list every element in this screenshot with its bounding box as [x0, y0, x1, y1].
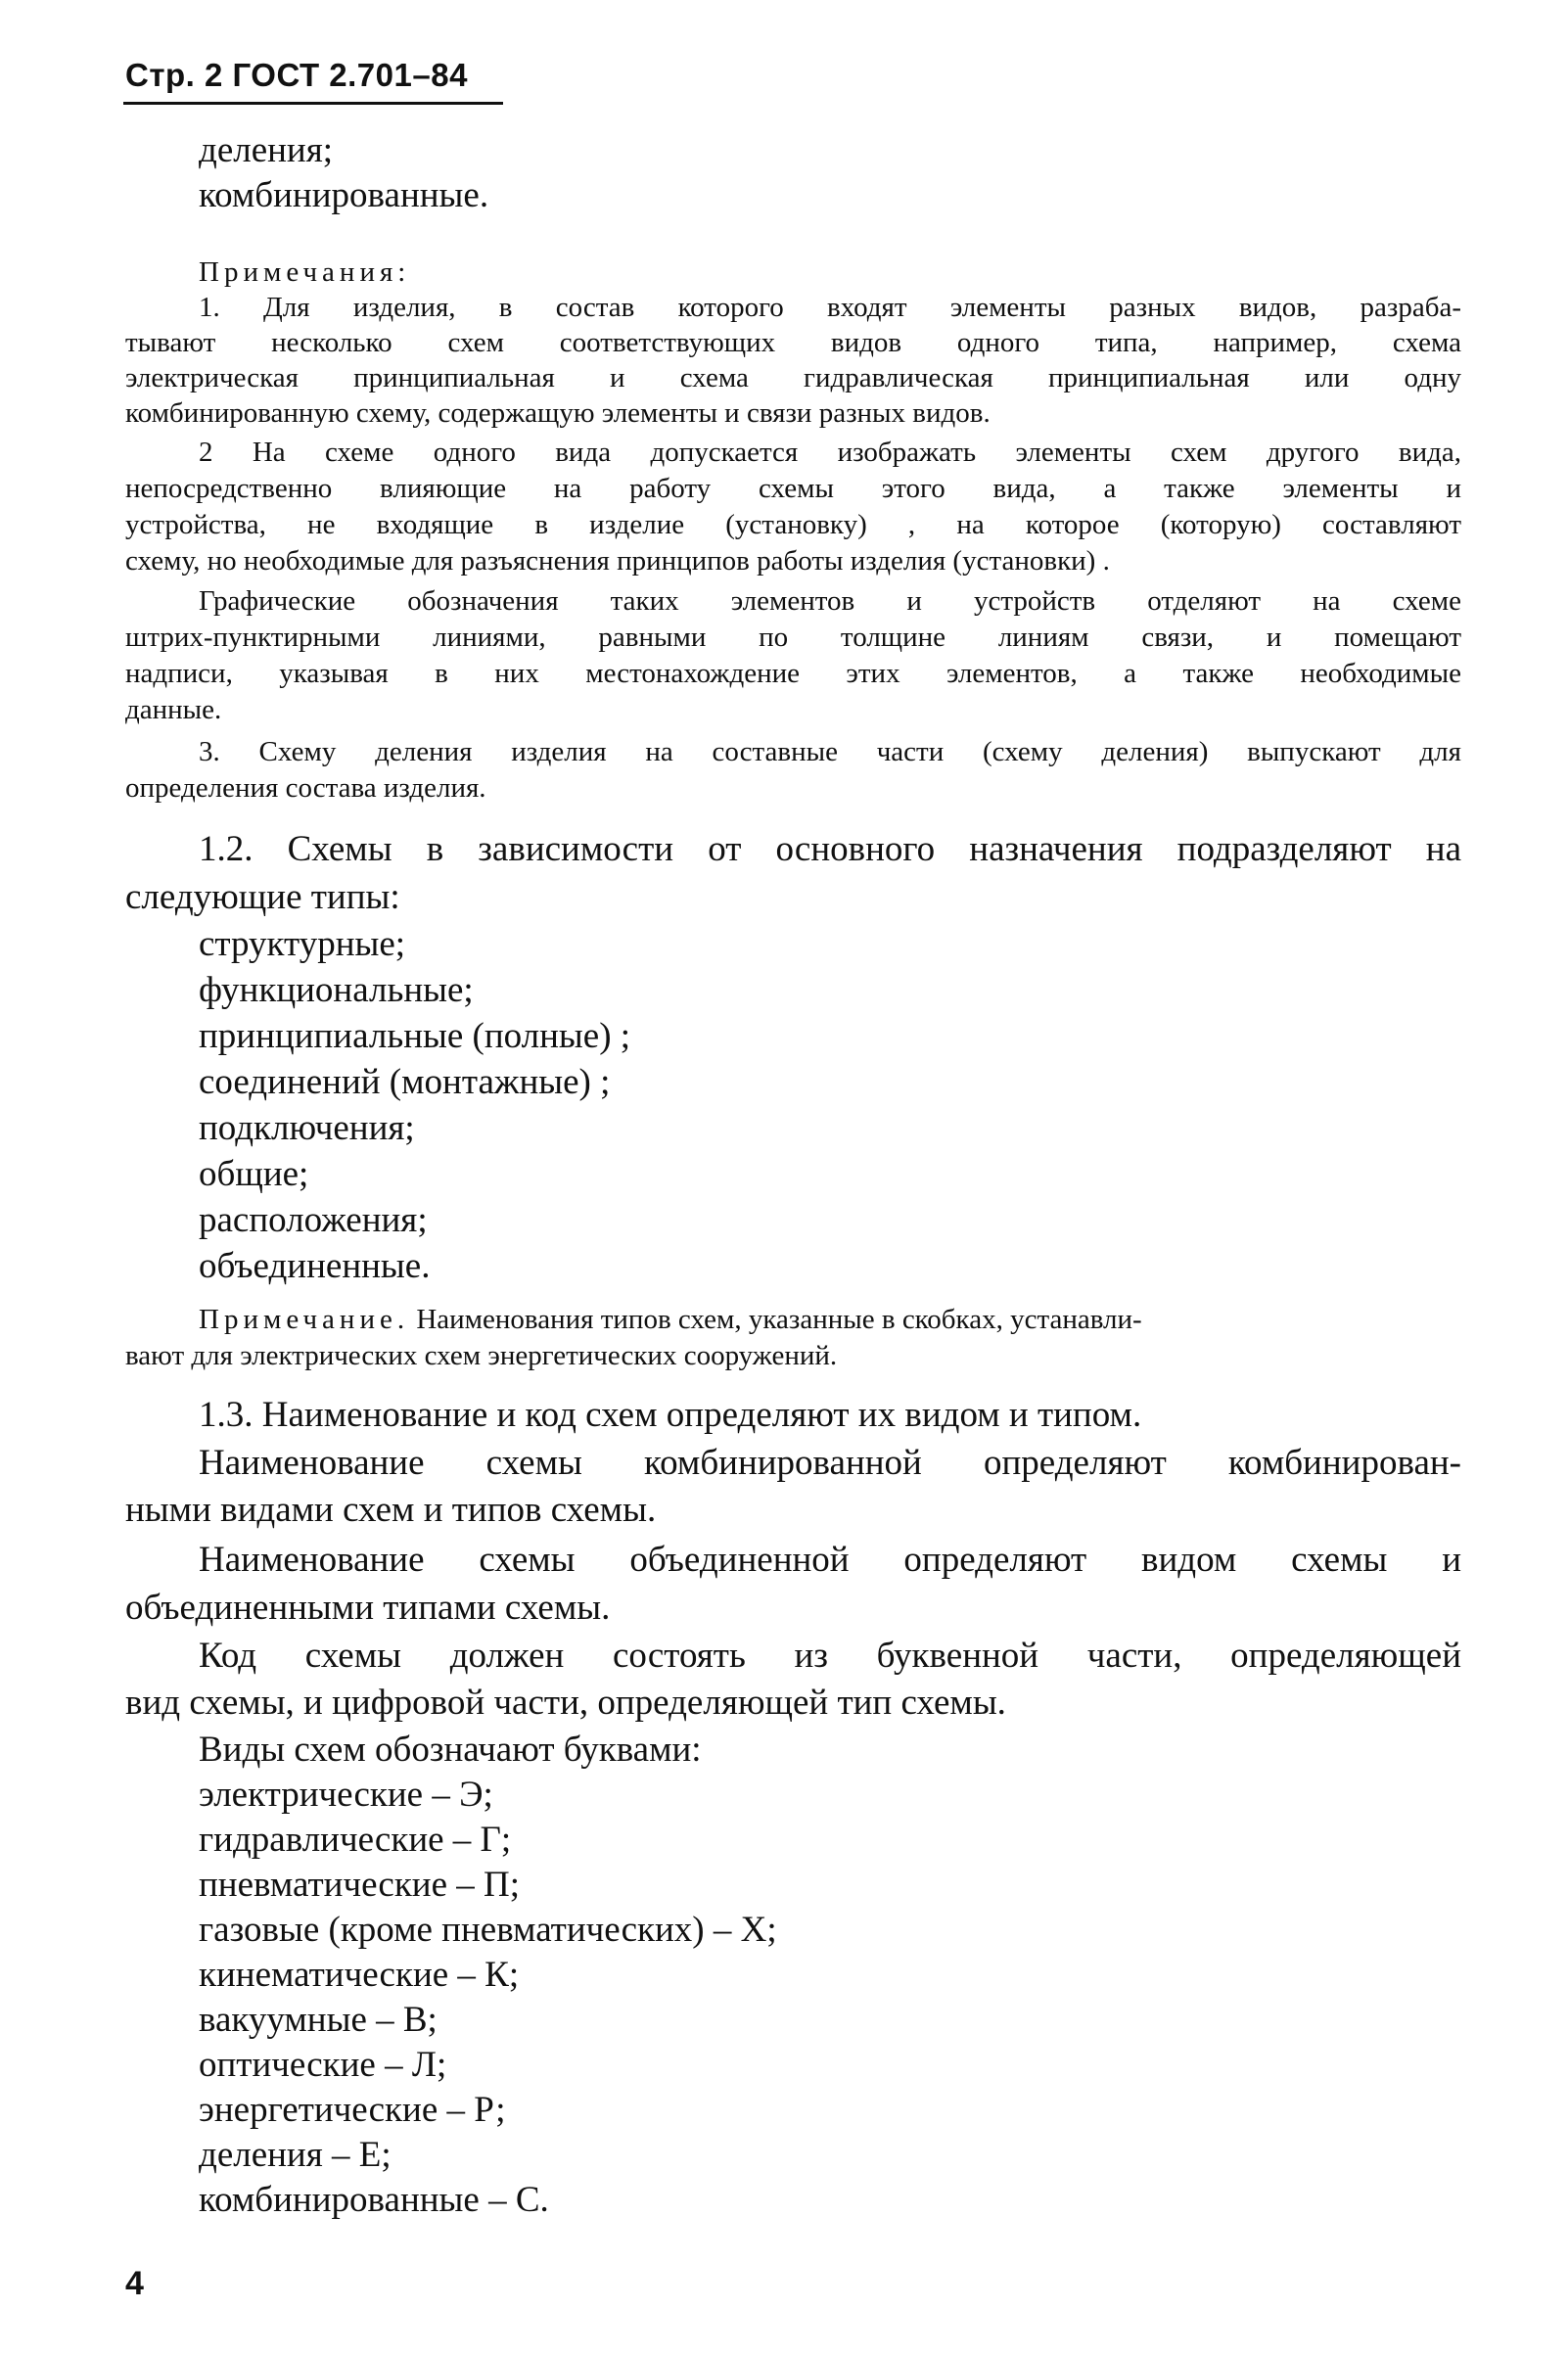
note-2-line-1: 2 На схеме одного вида допускается изображать элементы схем другого вида, — [199, 437, 1461, 468]
note-1-line-2: тывают несколько схем соответствующих видов одного типа, например, схема — [125, 327, 1461, 358]
section-1-2-note-text: Наименования типов схем, указанные в скобках, устанавли- — [409, 1304, 1142, 1335]
intro-line-1: деления; — [199, 130, 334, 170]
type-item: функциональные; — [199, 970, 474, 1010]
code-item: пневматические – П; — [199, 1865, 521, 1905]
type-item: принципиальные (полные) ; — [199, 1016, 631, 1056]
note-2b-line-4: данные. — [125, 694, 222, 725]
intro-line-2: комбинированные. — [199, 175, 489, 215]
code-item: электрические – Э; — [199, 1775, 493, 1815]
header-rule — [123, 102, 503, 105]
note-3-line-1: 3. Схему деления изделия на составные части (схему деления) выпускают для — [199, 736, 1461, 767]
type-item: объединенные. — [199, 1246, 431, 1286]
note-2b-line-2: штрих-пунктирными линиями, равными по толщине линиям связи, и помещают — [125, 622, 1461, 653]
note-1-line-3: электрическая принципиальная и схема гидравлическая принципиальная или одну — [125, 362, 1461, 393]
note-3-line-2: определения состава изделия. — [125, 772, 486, 804]
code-item: деления – Е; — [199, 2135, 392, 2175]
section-1-2-note-line-1 — [199, 1304, 1142, 1336]
code-item: кинематические – К; — [199, 1955, 520, 1995]
note-1-line-4: комбинированную схему, содержащую элементы и связи разных видов. — [125, 397, 991, 429]
section-1-2-line-1: 1.2. Схемы в зависимости от основного назначения подразделяют на — [199, 829, 1461, 869]
code-item: комбинированные – С. — [199, 2180, 549, 2220]
note-1-line-1: 1. Для изделия, в состав которого входят элементы разных видов, разраба- — [199, 292, 1461, 323]
section-1-2-note-line-2: вают для электрических схем энергетических сооружений. — [125, 1340, 838, 1371]
type-item: соединений (монтажные) ; — [199, 1062, 611, 1102]
type-item: общие; — [199, 1154, 309, 1194]
section-1-3-p3-line-2: вид схемы, и цифровой части, определяющей тип схемы. — [125, 1683, 1006, 1723]
section-1-3-p2-line-1: Наименование схемы объединенной определяют видом схемы и — [199, 1540, 1461, 1580]
code-item: газовые (кроме пневматических) – Х; — [199, 1910, 777, 1950]
code-item: вакуумные – В; — [199, 2000, 438, 2040]
note-2b-line-1: Графические обозначения таких элементов и устройств отделяют на схеме — [199, 585, 1461, 617]
section-1-3-p1-line-2: ными видами схем и типов схемы. — [125, 1490, 657, 1530]
section-1-2-note-title: Примечание. — [199, 1304, 410, 1335]
section-1-3-p4: Виды схем обозначают буквами: — [199, 1730, 702, 1770]
note-2-line-2: непосредственно влияющие на работу схемы этого вида, а также элементы и — [125, 473, 1461, 504]
section-1-3-p3-line-1: Код схемы должен состоять из буквенной части, определяющей — [199, 1636, 1461, 1676]
page-number: 4 — [125, 2265, 144, 2302]
note-2-line-4: схему, но необходимые для разъяснения принципов работы изделия (установки) . — [125, 545, 1110, 577]
note-2-line-3: устройства, не входящие в изделие (установку) , на которое (которую) составляют — [125, 509, 1461, 540]
section-1-3-p1-line-1: Наименование схемы комбинированной определяют комбинирован- — [199, 1443, 1461, 1483]
note-2b-line-3: надписи, указывая в них местонахождение этих элементов, а также необходимые — [125, 658, 1461, 689]
section-1-2-line-2: следующие типы: — [125, 877, 400, 917]
section-1-3-p2-line-2: объединенными типами схемы. — [125, 1588, 611, 1628]
code-item: энергетические – Р; — [199, 2090, 506, 2130]
page-header: Стр. 2 ГОСТ 2.701–84 — [125, 57, 468, 93]
type-item: структурные; — [199, 924, 406, 964]
notes-title: Примечания: — [199, 256, 411, 288]
code-item: гидравлические – Г; — [199, 1820, 512, 1860]
code-item: оптические – Л; — [199, 2045, 447, 2085]
section-1-3-line-1: 1.3. Наименование и код схем определяют их видом и типом. — [199, 1395, 1142, 1435]
type-item: подключения; — [199, 1108, 415, 1148]
type-item: расположения; — [199, 1200, 428, 1240]
